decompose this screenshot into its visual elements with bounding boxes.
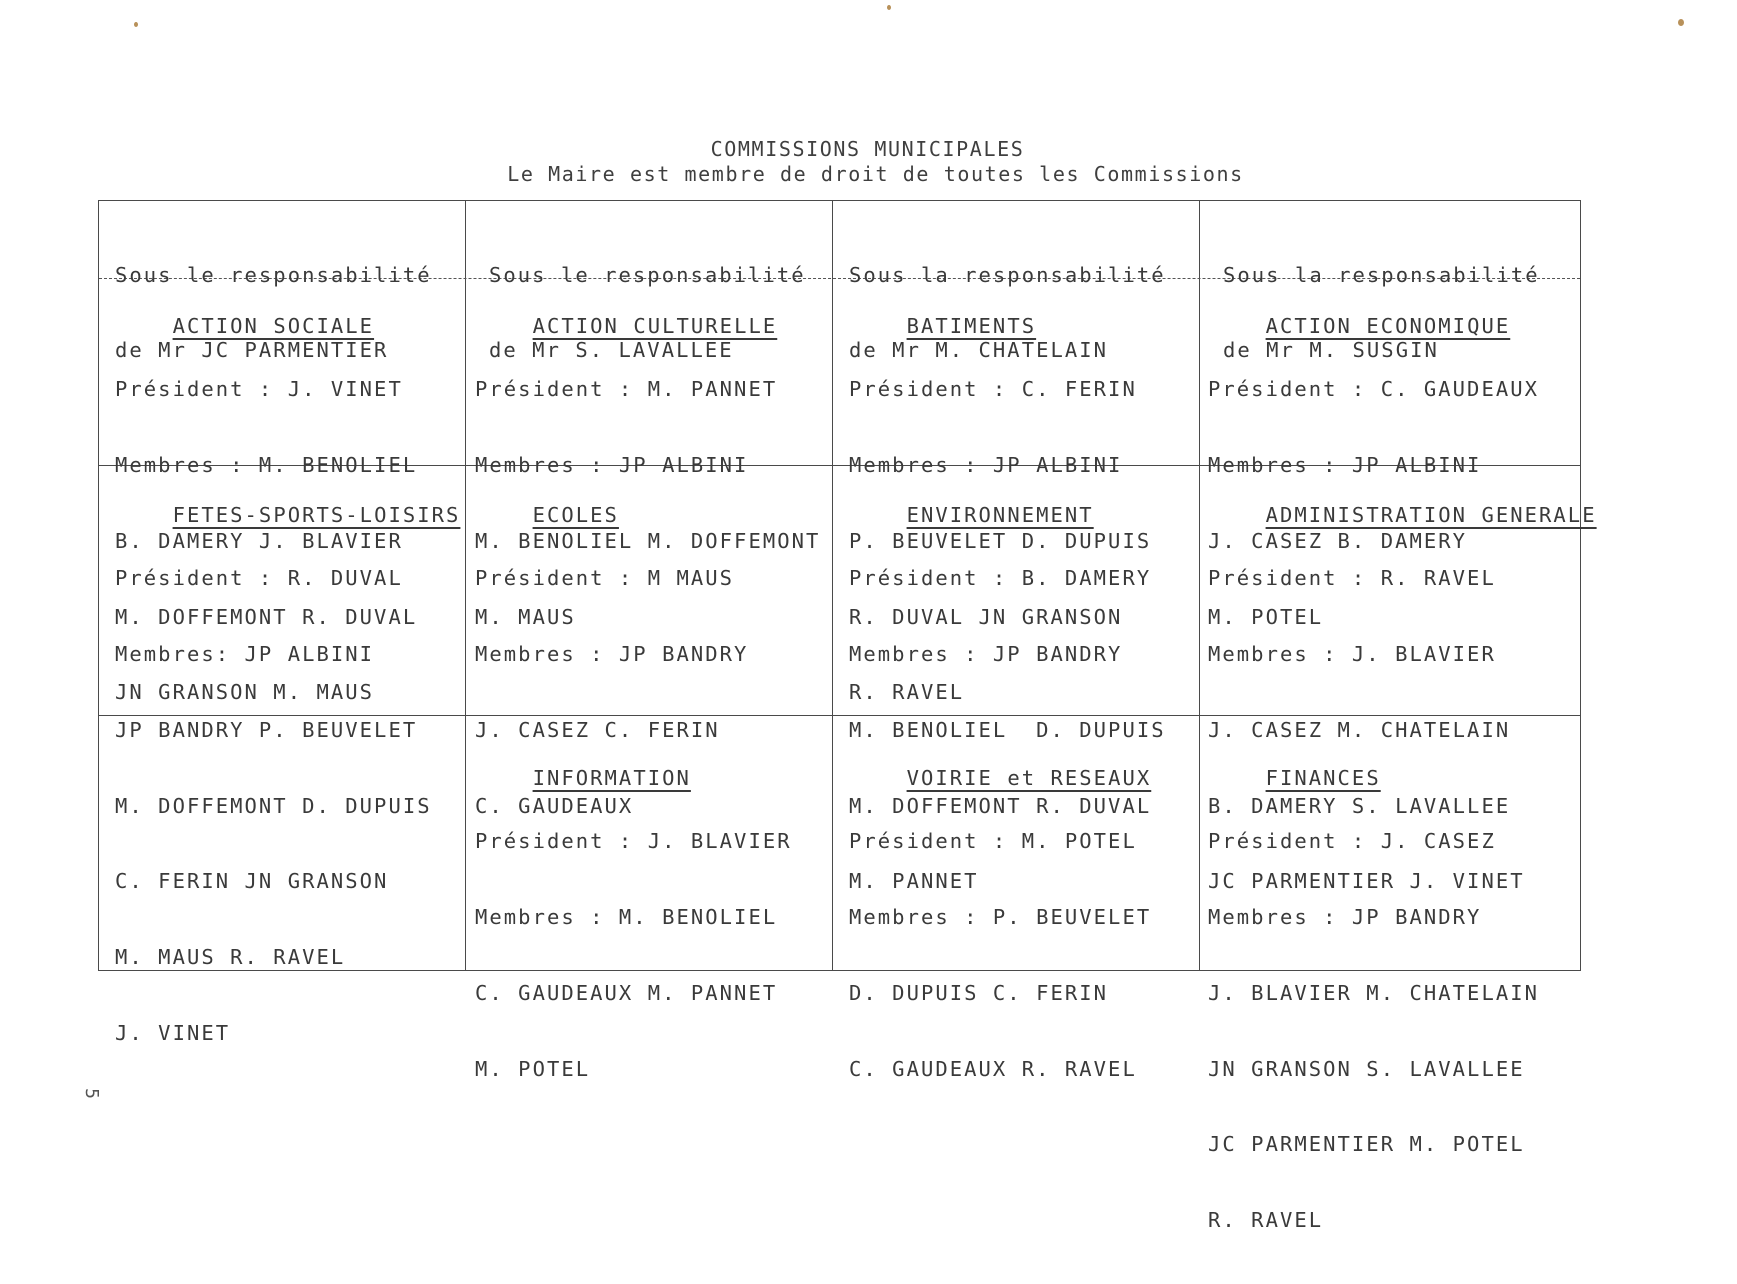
- commission-line: C. GAUDEAUX R. RAVEL: [849, 1056, 1137, 1081]
- commission-line: Membres : JP BANDRY: [849, 641, 1123, 666]
- commission-line: Membres: JP ALBINI: [115, 641, 375, 666]
- commission-information: [475, 741, 831, 1081]
- commission-line: M. PANNET: [849, 869, 979, 894]
- responsable-line1: Sous la responsabilité: [1223, 263, 1540, 287]
- column-divider: [1199, 201, 1200, 970]
- empty-cell: [115, 741, 463, 969]
- commission-line: C. FERIN JN GRANSON: [115, 869, 389, 894]
- commission-name: ENVIRONNEMENT: [906, 503, 1094, 528]
- commission-line: Membres : JP ALBINI: [849, 452, 1123, 477]
- commission-line: JN GRANSON M. MAUS: [115, 680, 375, 705]
- commission-line: R. DUVAL JN GRANSON: [849, 604, 1123, 629]
- commission-line: Président : C. FERIN: [849, 376, 1137, 401]
- commission-name: ACTION ECONOMIQUE: [1265, 314, 1511, 339]
- commission-line: M. DOFFEMONT R. DUVAL: [849, 793, 1152, 818]
- commission-line: M. MAUS: [475, 604, 576, 629]
- commission-name: BATIMENTS: [906, 314, 1037, 339]
- commission-name: INFORMATION: [532, 766, 691, 791]
- commission-line: J. VINET: [115, 1021, 231, 1046]
- commission-line: B. DAMERY S. LAVALLEE: [1208, 793, 1511, 818]
- commission-line: M. DOFFEMONT D. DUPUIS: [115, 793, 432, 818]
- commission-name: FETES-SPORTS-LOISIRS: [172, 503, 461, 528]
- commission-fetes-sports-loisirs: [115, 478, 463, 1046]
- scan-speck: [887, 5, 891, 10]
- responsable-line2: de Mr JC PARMENTIER: [115, 338, 389, 362]
- commission-line: C. GAUDEAUX: [475, 793, 634, 818]
- commission-name: ECOLES: [532, 503, 619, 528]
- scan-speck: [134, 22, 138, 27]
- commission-voirie-reseaux: [849, 741, 1197, 1081]
- commission-line: Président : M MAUS: [475, 565, 735, 590]
- commission-name: ADMINISTRATION GENERALE: [1265, 503, 1597, 528]
- commission-line: Président : J. BLAVIER: [475, 828, 792, 853]
- commission-line: Président : M. POTEL: [849, 828, 1137, 853]
- commission-name: ACTION SOCIALE: [172, 314, 375, 339]
- commission-line: J. CASEZ B. DAMERY: [1208, 528, 1468, 553]
- commission-line: Président : J. VINET: [115, 376, 403, 401]
- commission-line: Président : C. GAUDEAUX: [1208, 376, 1540, 401]
- commission-line: JP BANDRY P. BEUVELET: [115, 717, 418, 742]
- responsable-line1: Sous le responsabilité: [115, 263, 432, 287]
- commission-line: M. DOFFEMONT R. DUVAL: [115, 604, 418, 629]
- responsable-line2: de Mr M. CHATELAIN: [849, 338, 1109, 362]
- commission-line: D. DUPUIS C. FERIN: [849, 980, 1109, 1005]
- commission-line: Membres : J. BLAVIER: [1208, 641, 1496, 666]
- commission-name: VOIRIE et RESEAUX: [906, 766, 1152, 791]
- commission-line: Président : J. CASEZ: [1208, 828, 1496, 853]
- commission-line: P. BEUVELET D. DUPUIS: [849, 528, 1152, 553]
- commission-line: Membres : M. BENOLIEL: [475, 904, 778, 929]
- commission-line: M. BENOLIEL D. DUPUIS: [849, 717, 1166, 742]
- commission-line: M. POTEL: [475, 1056, 591, 1081]
- commission-name: ACTION CULTURELLE: [532, 314, 778, 339]
- responsable-line2: de Mr M. SUSGIN: [1223, 338, 1439, 362]
- responsable-line1: Sous la responsabilité: [849, 263, 1166, 287]
- column-divider: [832, 201, 833, 970]
- column-divider: [465, 201, 466, 970]
- page-number: 5: [80, 1088, 102, 1099]
- commission-finances: [1208, 741, 1580, 1233]
- commission-line: C. GAUDEAUX M. PANNET: [475, 980, 778, 1005]
- commissions-table: [98, 200, 1597, 1233]
- commission-line: JN GRANSON S. LAVALLEE: [1208, 1056, 1525, 1081]
- page-subtitle: Le Maire est membre de droit de toutes les Commissions: [507, 162, 1244, 186]
- page-title: COMMISSIONS MUNICIPALES: [710, 137, 1025, 161]
- commission-line: B. DAMERY J. BLAVIER: [115, 528, 403, 553]
- commission-line: Président : R. DUVAL: [115, 565, 403, 590]
- commission-line: Membres : JP BANDRY: [1208, 904, 1482, 929]
- commission-line: Président : R. RAVEL: [1208, 565, 1496, 590]
- commission-line: M. BENOLIEL M. DOFFEMONT: [475, 528, 821, 553]
- commission-line: JC PARMENTIER M. POTEL: [1208, 1132, 1525, 1157]
- commission-line: J. CASEZ M. CHATELAIN: [1208, 717, 1511, 742]
- commission-line: Président : M. PANNET: [475, 376, 778, 401]
- commission-line: J. CASEZ C. FERIN: [475, 717, 720, 742]
- commission-line: Membres : JP ALBINI: [1208, 452, 1482, 477]
- commission-line: Président : B. DAMERY: [849, 565, 1152, 590]
- commission-line: Membres : M. BENOLIEL: [115, 452, 418, 477]
- responsable-line1: Sous le responsabilité: [489, 263, 806, 287]
- commission-line: Membres : JP BANDRY: [475, 641, 749, 666]
- responsable-line2: de Mr S. LAVALLEE: [489, 338, 734, 362]
- commission-line: R. RAVEL: [849, 680, 965, 705]
- commission-line: M. MAUS R. RAVEL: [115, 945, 346, 970]
- commission-line: J. BLAVIER M. CHATELAIN: [1208, 980, 1540, 1005]
- commission-line: Membres : P. BEUVELET: [849, 904, 1152, 929]
- commission-line: Membres : JP ALBINI: [475, 452, 749, 477]
- commission-name: FINANCES: [1265, 766, 1381, 791]
- commission-line: M. POTEL: [1208, 604, 1324, 629]
- commission-line: R. RAVEL: [1208, 1208, 1324, 1233]
- commission-line: JC PARMENTIER J. VINET: [1208, 869, 1525, 894]
- scan-speck: [1678, 19, 1684, 26]
